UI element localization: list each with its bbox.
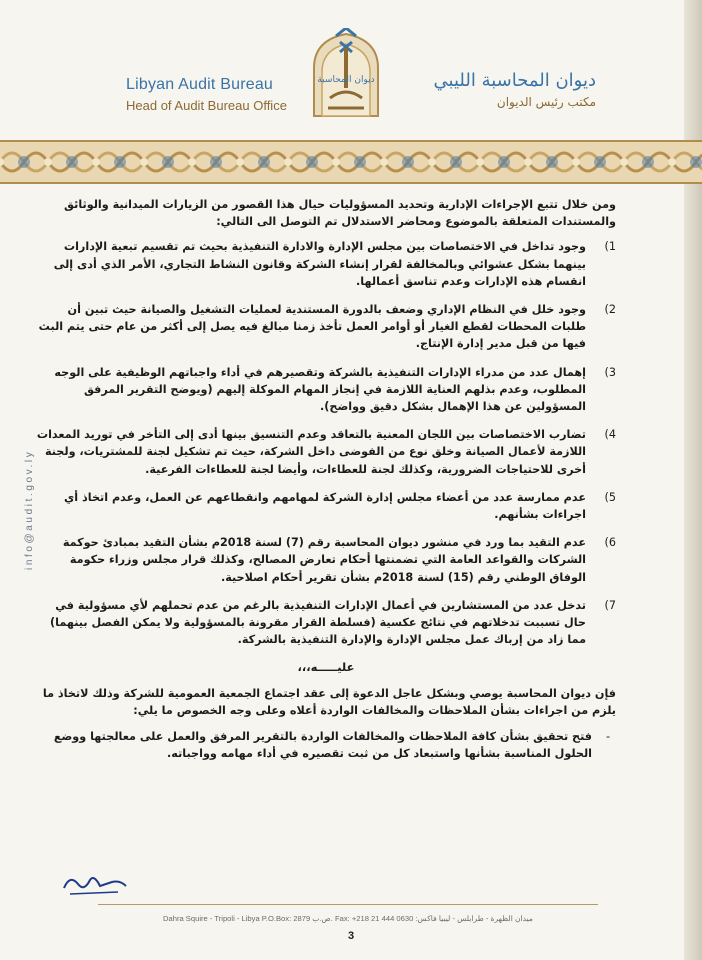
finding-text: عدم ممارسة عدد من أعضاء مجلس إدارة الشركة لمهامهم وانقطاعهم عن العمل، وعدم اتخاذ أي اجراءات بشأنهم. — [64, 490, 586, 522]
page-number: 3 — [347, 930, 355, 942]
brand-english — [126, 76, 306, 113]
footer-divider — [98, 904, 598, 905]
brand-arabic — [396, 70, 596, 109]
finding-item — [36, 426, 616, 478]
finding-item — [36, 489, 616, 523]
finding-number: 6) — [604, 536, 616, 550]
side-email-text: info@audit.gov.ly — [24, 449, 35, 570]
finding-item — [36, 597, 616, 649]
finding-number: 2) — [604, 303, 616, 317]
finding-text: وجود خلل في النظام الإداري وضعف بالدورة المستندية لعمليات التشغيل والصيانة حيث تبين أن طلبات المحطات لقطع الغيار أو أوامر العمل تأخذ زمنا مبالغ فيه يصل إلى أكثر من عام حتى يتم البث فيها من قبل مدير إدارة الإنتاج. — [38, 303, 586, 351]
finding-number: 4) — [604, 428, 616, 442]
therefore-heading: عليـــــه،،، — [297, 660, 355, 675]
finding-number: 1) — [604, 240, 616, 254]
finding-text: عدم التقيد بما ورد في منشور ديوان المحاسبة رقم (7) لسنة 2018م بشأن التقيد بمبادئ حوكمة الشركات والقواعد العامة التي تضمنتها أحكام تعارض المصالح، وكذلك قرار مجلس وزراء حكومة الوفاق الوطني رقم (15) لسنة 2018م بشأن تقرير أحكام اصلاحية. — [62, 536, 586, 584]
bullet-text: فتح تحقيق بشأن كافة الملاحظات والمخالفات الواردة بالتقرير المرفق والعمل على معالجتها ووضع الحلول المناسبة بشأنها واستبعاد كل من ثبت تقصيره في أداء مهامه وواجباته. — [53, 730, 592, 761]
finding-item — [36, 534, 616, 586]
letter-body — [36, 196, 616, 762]
finding-item — [36, 364, 616, 416]
logo-caption: ديوان المحاسبة — [317, 75, 375, 85]
finding-item — [36, 301, 616, 353]
audit-bureau-logo — [306, 28, 386, 118]
finding-text: إهمال عدد من مدراء الإدارات التنفيذية بالشركة وتقصيرهم في أداء واجباتهم الوظيفية على الوجه المطلوب، وعدم بذلهم العناية اللازمة في إنجاز المهام الموكلة إليهم (ويوضح التقرير المرفق المسؤولين عن هذا الإهمال بشكل دقيق وواضح). — [54, 365, 586, 414]
footer-address: Dahra Squire - Tripoli - Libya P.O.Box: 2879 ص.ب. Fax: +218 21 444 0630 :ميدان الظهرة - طرابلس - ليبيا فاكس — [163, 914, 533, 923]
signature-mark — [60, 868, 130, 898]
finding-text: تدخل عدد من المستشارين في أعمال الإدارات التنفيذية بالرغم من عدم تحملهم لأي مسؤولية في حال تسببت تدخلاتهم في نتائج عكسية (فسلطة القرار مقرونة بالمسؤولية ولا يمكن الفصل بينهما) مما زاد من إرباك عمل مجلس الإدارة والإدارة التنفيذية بالشركة. — [50, 598, 586, 647]
recommendation-paragraph: فإن ديوان المحاسبة يوصي وبشكل عاجل الدعوة إلى عقد اجتماع الجمعية العمومية للشركة وذلك لاتخاذ ما يلزم من اجراءات بشأن الملاحظات والمخالفات الواردة أعلاه وعلى وجه الخصوص ما يلي: — [42, 686, 616, 717]
org-name-en: Libyan Audit Bureau — [126, 76, 274, 93]
intro-paragraph: ومن خلال تتبع الإجراءات الإدارية وتحديد المسؤوليات حيال هذا القصور من الزيارات الميدانية والوثائق والمستندات المتعلقة بالموضوع ومحاضر الاستدلال تم التوصل الى التالي: — [64, 198, 616, 229]
finding-number: 5) — [604, 490, 616, 504]
finding-number: 7) — [604, 598, 616, 612]
bullet-dash: - — [605, 730, 610, 744]
recommendation-bullet — [36, 728, 616, 762]
office-name-ar: مكتب رئيس الديوان — [496, 95, 596, 109]
finding-item — [36, 238, 616, 290]
ornamental-band — [0, 140, 702, 184]
org-name-ar: ديوان المحاسبة الليبي — [433, 70, 596, 91]
finding-number: 3) — [604, 365, 616, 379]
finding-text: وجود تداخل في الاختصاصات بين مجلس الإدارة والادارة التنفيذية بحيث تم تقسيم تبعية الإدارات بينهما بشكل عشوائي وبالمخالفة لقرار إنشاء الشركة وقانون النشاط التجاري، الأمر الذي أدى إلى انقسام هذه الإدارات وعدم تناسق أعمالها. — [53, 240, 586, 288]
office-name-en: Head of Audit Bureau Office — [126, 98, 287, 113]
finding-text: تضارب الاختصاصات بين اللجان المعنية بالتعاقد وعدم التنسيق بينها أدى إلى التأخر في توريد المعدات اللازمة لأعمال الصيانة وخلق نوع من الفوضى داخل الشركة، حيث تم تشكيل لجنة للمشتريات، ولجنة أخرى للاحتياجات الضرورية، وكذلك لجنة للعطاءات، وأيضا لجنة للعطاءات الفرعية. — [36, 428, 586, 476]
